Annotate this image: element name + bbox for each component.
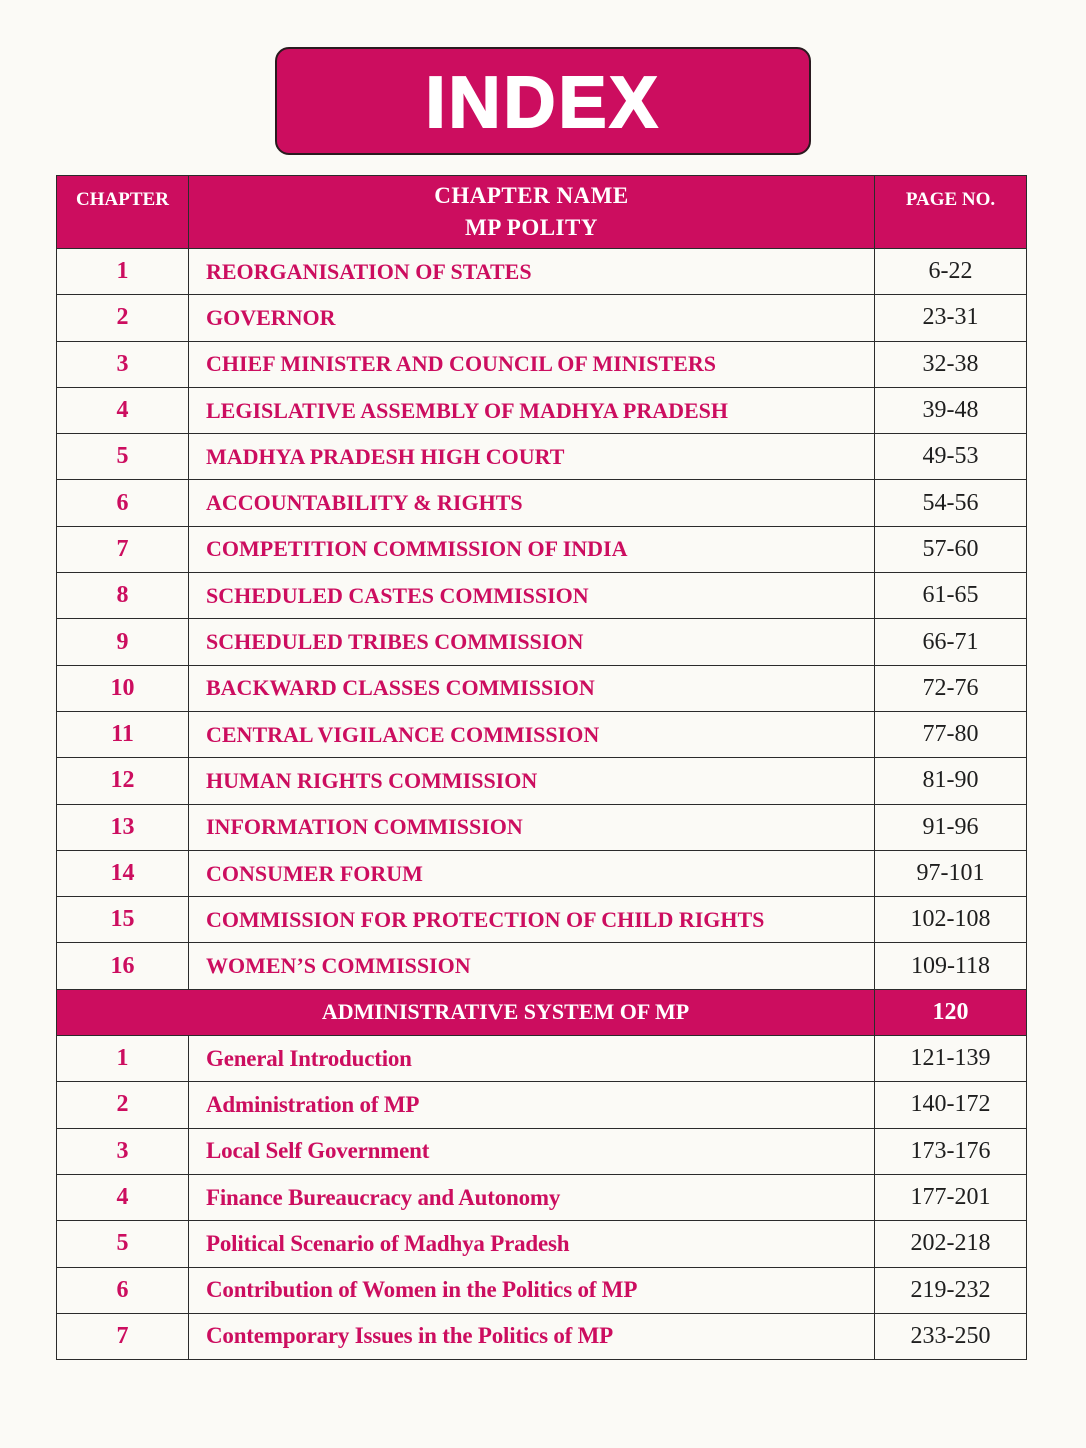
chapter-name-column-header bbox=[189, 176, 875, 249]
page-range: 91-96 bbox=[875, 804, 1027, 850]
page-range: 77-80 bbox=[875, 711, 1027, 757]
chapter-name: Political Scenario of Madhya Pradesh bbox=[189, 1221, 875, 1267]
table-row[interactable] bbox=[57, 1174, 1027, 1220]
section-page-number: 120 bbox=[875, 989, 1027, 1035]
chapter-name: LEGISLATIVE ASSEMBLY OF MADHYA PRADESH bbox=[189, 387, 875, 433]
chapter-number: 3 bbox=[57, 1128, 189, 1174]
page-range: 173-176 bbox=[875, 1128, 1027, 1174]
page-range: 66-71 bbox=[875, 619, 1027, 665]
chapter-name: CONSUMER FORUM bbox=[189, 850, 875, 896]
table-row[interactable] bbox=[57, 341, 1027, 387]
chapter-name: CHIEF MINISTER AND COUNCIL OF MINISTERS bbox=[189, 341, 875, 387]
chapter-number: 8 bbox=[57, 573, 189, 619]
chapter-name: ACCOUNTABILITY & RIGHTS bbox=[189, 480, 875, 526]
table-row[interactable] bbox=[57, 897, 1027, 943]
chapter-name: WOMEN’S COMMISSION bbox=[189, 943, 875, 989]
chapter-number: 9 bbox=[57, 619, 189, 665]
chapter-name: INFORMATION COMMISSION bbox=[189, 804, 875, 850]
chapter-number: 3 bbox=[57, 341, 189, 387]
chapter-name: SCHEDULED CASTES COMMISSION bbox=[189, 573, 875, 619]
table-row[interactable] bbox=[57, 480, 1027, 526]
chapter-number: 7 bbox=[57, 526, 189, 572]
table-row[interactable] bbox=[57, 295, 1027, 341]
chapter-name: MADHYA PRADESH HIGH COURT bbox=[189, 434, 875, 480]
chapter-name: Contribution of Women in the Politics of MP bbox=[189, 1267, 875, 1313]
page-range: 23-31 bbox=[875, 295, 1027, 341]
chapter-number: 7 bbox=[57, 1313, 189, 1359]
chapter-name: HUMAN RIGHTS COMMISSION bbox=[189, 758, 875, 804]
chapter-name: Local Self Government bbox=[189, 1128, 875, 1174]
page-range: 57-60 bbox=[875, 526, 1027, 572]
chapter-name: COMPETITION COMMISSION OF INDIA bbox=[189, 526, 875, 572]
chapter-number: 16 bbox=[57, 943, 189, 989]
chapter-name: Contemporary Issues in the Politics of MP bbox=[189, 1313, 875, 1359]
page-range: 102-108 bbox=[875, 897, 1027, 943]
table-row[interactable] bbox=[57, 804, 1027, 850]
page-range: 54-56 bbox=[875, 480, 1027, 526]
chapter-number: 14 bbox=[57, 850, 189, 896]
page-range: 109-118 bbox=[875, 943, 1027, 989]
chapter-number: 4 bbox=[57, 1174, 189, 1220]
table-row[interactable] bbox=[57, 758, 1027, 804]
chapter-number: 10 bbox=[57, 665, 189, 711]
page-range: 121-139 bbox=[875, 1036, 1027, 1082]
chapter-number: 1 bbox=[57, 1036, 189, 1082]
page-range: 97-101 bbox=[875, 850, 1027, 896]
page-range: 49-53 bbox=[875, 434, 1027, 480]
page-range: 6-22 bbox=[875, 249, 1027, 295]
page-range: 61-65 bbox=[875, 573, 1027, 619]
table-row[interactable] bbox=[57, 1313, 1027, 1359]
chapter-name: Administration of MP bbox=[189, 1082, 875, 1128]
chapter-number: 6 bbox=[57, 1267, 189, 1313]
page-range: 32-38 bbox=[875, 341, 1027, 387]
chapter-name: COMMISSION FOR PROTECTION OF CHILD RIGHTS bbox=[189, 897, 875, 943]
chapter-name-header-label: CHAPTER NAME bbox=[434, 183, 629, 208]
table-row[interactable] bbox=[57, 249, 1027, 295]
table-row[interactable] bbox=[57, 1221, 1027, 1267]
table-row[interactable] bbox=[57, 1082, 1027, 1128]
page-range: 140-172 bbox=[875, 1082, 1027, 1128]
table-row[interactable] bbox=[57, 387, 1027, 433]
page-title: INDEX bbox=[425, 63, 661, 143]
table-row[interactable] bbox=[57, 850, 1027, 896]
chapter-number: 2 bbox=[57, 1082, 189, 1128]
chapter-number: 11 bbox=[57, 711, 189, 757]
section-header-row bbox=[57, 989, 1027, 1035]
chapter-name: SCHEDULED TRIBES COMMISSION bbox=[189, 619, 875, 665]
chapter-column-header: CHAPTER bbox=[57, 176, 189, 249]
index-table-body bbox=[57, 249, 1027, 1360]
chapter-number: 6 bbox=[57, 480, 189, 526]
table-row[interactable] bbox=[57, 665, 1027, 711]
page-range: 39-48 bbox=[875, 387, 1027, 433]
chapter-name: REORGANISATION OF STATES bbox=[189, 249, 875, 295]
page-range: 81-90 bbox=[875, 758, 1027, 804]
chapter-name: Finance Bureaucracy and Autonomy bbox=[189, 1174, 875, 1220]
page-range: 72-76 bbox=[875, 665, 1027, 711]
page-no-column-header: PAGE NO. bbox=[875, 176, 1027, 249]
page-range: 219-232 bbox=[875, 1267, 1027, 1313]
table-row[interactable] bbox=[57, 711, 1027, 757]
table-row[interactable] bbox=[57, 573, 1027, 619]
chapter-name: GOVERNOR bbox=[189, 295, 875, 341]
chapter-name: BACKWARD CLASSES COMMISSION bbox=[189, 665, 875, 711]
table-header-row bbox=[57, 176, 1027, 249]
section-title-mp-polity: MP POLITY bbox=[465, 215, 598, 240]
table-row[interactable] bbox=[57, 526, 1027, 572]
table-row[interactable] bbox=[57, 619, 1027, 665]
chapter-number: 15 bbox=[57, 897, 189, 943]
chapter-number: 2 bbox=[57, 295, 189, 341]
table-row[interactable] bbox=[57, 1128, 1027, 1174]
chapter-name: General Introduction bbox=[189, 1036, 875, 1082]
table-row[interactable] bbox=[57, 434, 1027, 480]
chapter-number: 1 bbox=[57, 249, 189, 295]
chapter-number: 12 bbox=[57, 758, 189, 804]
table-row[interactable] bbox=[57, 1036, 1027, 1082]
index-title-banner bbox=[275, 47, 811, 155]
page-range: 177-201 bbox=[875, 1174, 1027, 1220]
chapter-number: 5 bbox=[57, 434, 189, 480]
table-row[interactable] bbox=[57, 1267, 1027, 1313]
chapter-number: 13 bbox=[57, 804, 189, 850]
section-title-administrative-system: ADMINISTRATIVE SYSTEM OF MP bbox=[57, 989, 875, 1035]
chapter-number: 5 bbox=[57, 1221, 189, 1267]
table-row[interactable] bbox=[57, 943, 1027, 989]
chapter-number: 4 bbox=[57, 387, 189, 433]
page-range: 233-250 bbox=[875, 1313, 1027, 1359]
page-range: 202-218 bbox=[875, 1221, 1027, 1267]
chapter-name: CENTRAL VIGILANCE COMMISSION bbox=[189, 711, 875, 757]
index-table bbox=[56, 175, 1027, 1360]
